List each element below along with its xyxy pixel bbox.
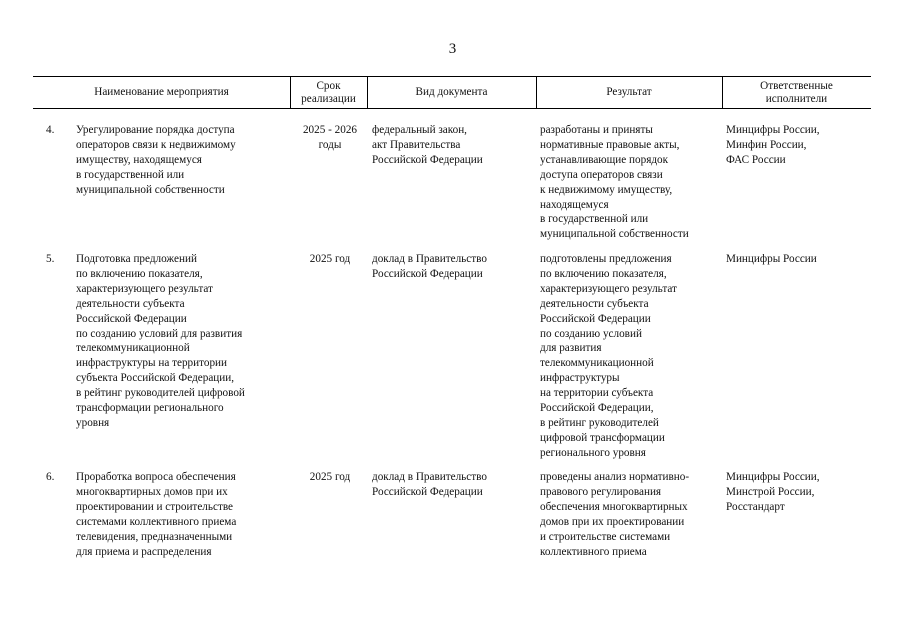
- row-name: Урегулирование порядка доступа операторов связи к недвижимому имуществу, находящемуся в государственной или муниципальной собственности: [76, 124, 236, 196]
- header-result: Результат: [606, 86, 652, 98]
- row-doc-type: доклад в Правительство Российской Федерации: [372, 253, 487, 280]
- row-responsible: Минцифры России, Минфин России, ФАС России: [726, 124, 820, 166]
- row-term: 2025 год: [309, 253, 351, 265]
- row-doc-type: доклад в Правительство Российской Федерации: [372, 471, 487, 498]
- row-term: 2025 - 2026 годы: [302, 124, 358, 151]
- row-responsible: Минцифры России, Минстрой России, Росстандарт: [726, 471, 820, 513]
- row-name: Проработка вопроса обеспечения многоквартирных домов при их проектировании и строительстве системами коллективного приема телевидения, предназначенными для приема и распределения: [76, 471, 237, 558]
- header-doc-type: Вид документа: [415, 86, 488, 98]
- table-header: [33, 76, 871, 109]
- row-result: разработаны и приняты нормативные правовые акты, устанавливающие порядок доступа операторов связи к недвижимому имуществу, находящемуся в государственной или муниципальной собственности: [540, 124, 689, 241]
- page-number: 3: [448, 41, 457, 57]
- row-responsible: Минцифры России: [726, 253, 817, 265]
- row-number: 5.: [46, 253, 55, 265]
- row-name: Подготовка предложений по включению показателя, характеризующего результат деятельности субъекта Российской Федерации по созданию условий для развития телекоммуникационной инфраструктуры на территории субъекта Российской Федерации, в рейтинг руководителей цифровой трансформации регионального уровня: [76, 253, 245, 429]
- row-number: 6.: [46, 471, 55, 483]
- row-term: 2025 год: [309, 471, 351, 483]
- row-result: подготовлены предложения по включению показателя, характеризующего результат деятельности субъекта Российской Федерации по созданию условий для развития телекоммуникационной инфраструктуры на территории субъекта Российской Федерации, в рейтинг руководителей цифровой трансформации регионального уровня: [540, 253, 677, 459]
- row-doc-type: федеральный закон, акт Правительства Российской Федерации: [372, 124, 483, 166]
- row-result: проведены анализ нормативно- правового регулирования обеспечения многоквартирных домов при их проектировании и строительстве системами коллективного приема: [540, 471, 690, 558]
- header-term: Срок реализации: [301, 79, 356, 105]
- row-number: 4.: [46, 124, 55, 136]
- header-responsible: Ответственные исполнители: [760, 79, 833, 105]
- header-name: Наименование мероприятия: [94, 86, 229, 98]
